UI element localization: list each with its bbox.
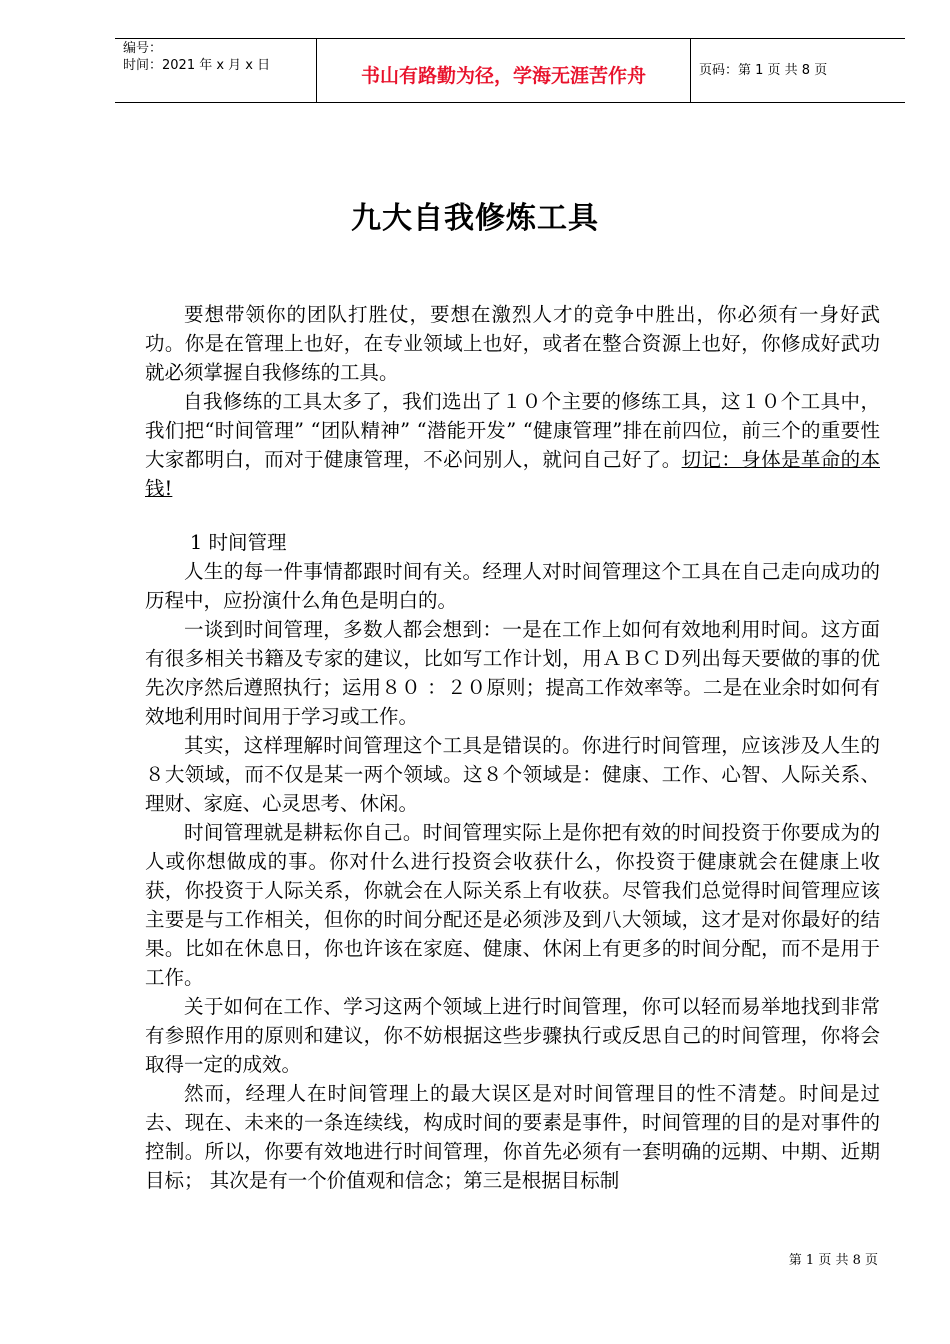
section1-paragraph-5: 关于如何在工作、学习这两个领域上进行时间管理，你可以轻而易举地找到非常有参照作用的原则和建议，你不妨根据这些步骤执行或反思自己的时间管理，你将会取得一定的成效。 [145,995,880,1076]
section1-paragraph-2: 一谈到时间管理，多数人都会想到：一是在工作上如何有效地利用时间。这方面有很多相关书籍及专家的建议，比如写工作计划，用ＡＢＣＤ列出每天要做的事的优先次序然后遵照执行；运用８０ ：２０原则；提高工作效率等。二是在业余时如何有效地利用时间用于学习或工作。 [145,618,880,728]
intro-paragraph-2-text: 自我修练的工具太多了，我们选出了１０个主要的修练工具，这１０个工具中，我们把“时间管理” “团队精神” “潜能开发” “健康管理”排在前四位，前三个的重要性大家都明白，而对于健康管理，不必问别人，就问自己好了。 [145,390,880,471]
section1-paragraph-3: 其实，这样理解时间管理这个工具是错误的。你进行时间管理，应该涉及人生的８大领域，而不仅是某一两个领域。这８个领域是：健康、工作、心智、人际关系、理财、家庭、心灵思考、休闲。 [145,734,880,815]
document-title: 九大自我修炼工具 [351,201,599,236]
document-number-label: 编号： [123,41,163,56]
document-date-label: 时间：2021 年 x 月 x 日 [123,58,271,73]
document-body [145,300,880,1195]
intro-paragraph-1: 要想带领你的团队打胜仗，要想在激烈人才的竞争中胜出，你必须有一身好武功。你是在管理上也好，在专业领域上也好，或者在整合资源上也好，你修成好武功就必须掌握自我修练的工具。 [145,303,880,384]
page-footer: 第 1 页 共 8 页 [788,1253,878,1268]
underlined-motto: 切记：身体是革命的本钱! [145,448,880,500]
section1-paragraph-6: 然而，经理人在时间管理上的最大误区是对时间管理目的性不清楚。时间是过去、现在、未来的一条连续线，构成时间的要素是事件，时间管理的目的是对事件的控制。所以，你要有效地进行时间管理，你首先必须有一套明确的远期、中期、近期目标； 其次是有一个价值观和信念；第三是根据目标制 [145,1082,880,1192]
section-heading-time-management: 1 时间管理 [189,531,287,554]
section1-paragraph-4: 时间管理就是耕耘你自己。时间管理实际上是你把有效的时间投资于你要成为的人或你想做成的事。你对什么进行投资会收获什么，你投资于健康就会在健康上收获，你投资于人际关系，你就会在人际关系上有收获。尽管我们总觉得时间管理应该主要是与工作相关，但你的时间分配还是必须涉及到八大领域，这才是对你最好的结果。比如在休息日，你也许该在家庭、健康、休闲上有更多的时间分配，而不是用于工作。 [145,821,880,989]
header-page-cell [690,39,905,102]
section1-paragraph-1: 人生的每一件事情都跟时间有关。经理人对时间管理这个工具在自己走向成功的历程中，应扮演什么角色是明白的。 [145,560,880,612]
header-page-number: 页码：第 1 页 共 8 页 [699,63,828,78]
intro-paragraph-2 [145,387,880,503]
header-motto-cell [316,39,691,102]
header-meta-cell [115,39,315,102]
page-header [115,38,905,103]
header-motto: 书山有路勤为径，学海无涯苦作舟 [360,65,646,87]
